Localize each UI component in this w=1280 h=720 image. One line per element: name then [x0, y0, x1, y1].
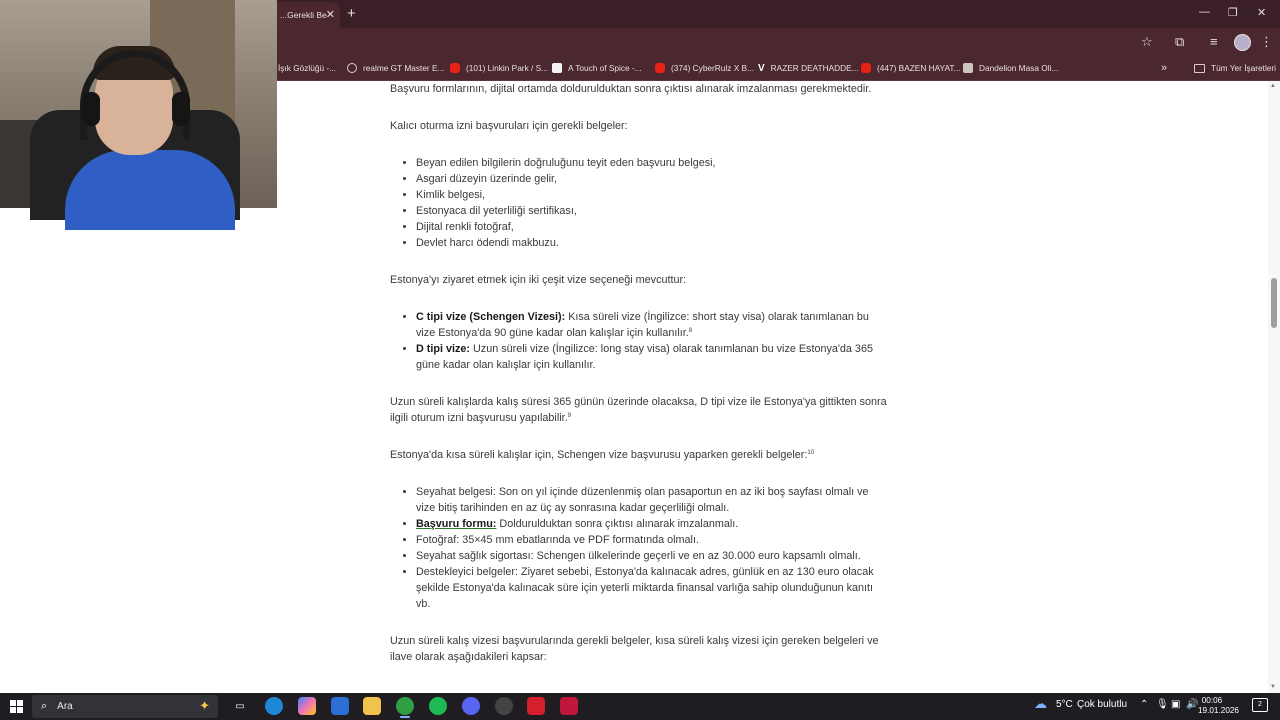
copilot-icon[interactable]: [298, 697, 316, 715]
window-close-button[interactable]: ✕: [1257, 7, 1267, 19]
headset-icon: [172, 92, 190, 126]
list-item: [416, 516, 890, 532]
weather-icon[interactable]: ☁: [1034, 696, 1047, 711]
scroll-up-icon[interactable]: ▲: [1270, 83, 1276, 89]
list-item: • Seyahat belgesi: Son on yıl içinde düzenlenmiş olan pasaportun en az iki boş sayfası olmalı ve vize bitiş tarihinden en az üç ay sonrasına kadar geçerliliği olmalı.: [416, 484, 890, 516]
bookmark-label: realme GT Master E...: [363, 63, 445, 73]
paragraph-text: Estonya'da kısa süreli kalışlar için, Schengen vize başvurusu yaparken gerekli belgeler:: [390, 449, 808, 461]
paragraph: [390, 447, 890, 463]
bookmark-label: Dandelion Masa Oli...: [979, 63, 1059, 73]
bookmark-label: A Touch of Spice -...: [568, 63, 642, 73]
restore-button[interactable]: ❐: [1228, 7, 1238, 19]
youtube-icon: [861, 63, 871, 73]
paragraph: [390, 394, 890, 426]
obs-icon[interactable]: [495, 697, 513, 715]
doc-icon: [963, 63, 973, 73]
scrollbar-track[interactable]: [1268, 81, 1280, 693]
bookmark-label: (101) Linkin Park / S...: [466, 63, 549, 73]
notification-icon[interactable]: 2: [1252, 698, 1268, 712]
tab-title: ...Gerekli Be: [280, 10, 327, 20]
network-icon[interactable]: ▣: [1171, 699, 1181, 710]
list-item: • Fotoğraf: 35×45 mm ebatlarında ve PDF formatında olmalı.: [416, 532, 890, 548]
paragraph: Estonya'yı ziyaret etmek için iki çeşit vize seçeneği mevcuttur:: [390, 274, 687, 286]
bookmark-item[interactable]: [861, 60, 960, 76]
bookmark-item[interactable]: [963, 60, 1058, 76]
list-item: • Destekleyici belgeler: Ziyaret sebebi, Estonya'da kalınacak adres, günlük en az 130 euro olacak şekilde Estonya'da kalınacak süre için yeterli miktarda finansal varlığa sahip olunduğunun kanıtı vb.: [416, 564, 890, 612]
list-item: [416, 341, 890, 373]
store-icon[interactable]: [331, 697, 349, 715]
bookmark-item[interactable]: [552, 60, 642, 76]
footnote-ref[interactable]: 8: [688, 328, 693, 334]
menu-kebab-icon[interactable]: ⋮: [1260, 34, 1273, 49]
all-bookmarks-label: Tüm Yer İşaretleri: [1211, 63, 1277, 73]
bookmark-label: RAZER DEATHADDE...: [770, 63, 859, 73]
bullet-list: [390, 484, 890, 612]
paragraph: Uzun süreli kalış vizesi başvurularında gerekli belgeler, kısa süreli kalış vizesi için gereken belgeleri ve ilave olarak aşağıdakileri kapsar:: [390, 635, 879, 663]
extensions-icon[interactable]: ⧉: [1175, 34, 1185, 49]
all-bookmarks-folder[interactable]: [1194, 60, 1276, 76]
edge-icon[interactable]: [265, 697, 283, 715]
paragraph: Kalıcı oturma izni başvuruları için gerekli belgeler:: [390, 120, 628, 132]
file-explorer-icon[interactable]: [363, 697, 381, 715]
visa-type-label: C tipi vize (Schengen Vizesi):: [416, 311, 566, 323]
bullet-list: [390, 155, 890, 251]
windows-start-icon[interactable]: [10, 700, 23, 713]
webcam-overlay: [0, 0, 277, 208]
application-form-link[interactable]: Başvuru formu:: [416, 518, 497, 530]
globe-icon: [347, 63, 357, 73]
list-item: • Asgari düzeyin üzerinde gelir,: [416, 171, 890, 187]
list-item-text: Doldurulduktan sonra çıktısı alınarak imzalanmalı.: [496, 518, 739, 530]
headset-icon: [82, 92, 100, 126]
list-item: • Kimlik belgesi,: [416, 187, 890, 203]
taskbar-search[interactable]: [32, 695, 218, 718]
bookmark-item[interactable]: [278, 60, 336, 76]
list-item: • Devlet harcı ödendi makbuzu.: [416, 235, 890, 251]
list-item: • Estonyaca dil yeterliliği sertifikası,: [416, 203, 890, 219]
bookmark-item[interactable]: [655, 60, 754, 76]
chevron-up-icon[interactable]: ⌃: [1140, 699, 1149, 710]
app-icon[interactable]: [527, 697, 545, 715]
system-clock[interactable]: [1198, 696, 1239, 716]
article-content: [390, 81, 890, 665]
copilot-sparkle-icon: ✦: [199, 698, 210, 713]
taskbar: [0, 693, 1280, 720]
paragraph: Başvuru formlarının, dijital ortamda doldurulduktan sonra çıktısı alınarak imzalanması gerekmektedir.: [390, 83, 872, 95]
chrome-icon[interactable]: [396, 697, 414, 715]
bookmark-label: İşık Gözlüğü -...: [278, 63, 337, 73]
tab-close-icon[interactable]: ✕: [325, 9, 335, 21]
minimize-button[interactable]: —: [1199, 6, 1210, 18]
media-control-icon[interactable]: ≡: [1210, 34, 1218, 49]
paragraph-text: Uzun süreli kalışlarda kalış süresi 365 günün üzerinde olacaksa, D tipi vize ile Estonya'ya gittikten sonra ilgili oturum izni başvurusu yapılabilir.: [390, 396, 887, 424]
new-tab-button[interactable]: +: [347, 5, 356, 22]
bookmarks-more-button[interactable]: »: [1161, 62, 1168, 74]
visa-type-text: Kısa süreli vize (İngilizce: short stay visa) olarak tanımlanan bu vize Estonya'da 90 güne kadar olan kalışlar için kullanılır.: [416, 311, 869, 339]
discord-icon[interactable]: [462, 697, 480, 715]
microphone-icon[interactable]: 🎙: [1156, 699, 1169, 710]
volume-icon[interactable]: 🔊: [1186, 699, 1199, 710]
scroll-down-icon[interactable]: ▼: [1270, 684, 1276, 690]
list-item: [416, 309, 890, 341]
footnote-ref[interactable]: 9: [567, 413, 571, 419]
visa-type-label: D tipi vize:: [416, 343, 470, 355]
list-item: • Dijital renkli fotoğraf,: [416, 219, 890, 235]
bookmark-label: (374) CyberRulz X B...: [671, 63, 754, 73]
clock-date: 19.01.2026: [1198, 706, 1239, 715]
clock-time: 00:06: [1201, 696, 1223, 705]
youtube-icon: [450, 63, 460, 73]
folder-icon: [1194, 64, 1205, 73]
weather-temp[interactable]: 5°C: [1056, 699, 1073, 710]
weather-text[interactable]: Çok bulutlu: [1077, 699, 1128, 710]
footnote-ref[interactable]: 10: [807, 450, 815, 456]
bullet-list: [390, 309, 890, 373]
spotify-icon[interactable]: [429, 697, 447, 715]
scrollbar-thumb[interactable]: [1271, 278, 1277, 328]
search-icon: ⌕: [41, 700, 48, 712]
bookmark-label: (447) BAZEN HAYAT...: [877, 63, 961, 73]
app-icon[interactable]: [560, 697, 578, 715]
bookmark-item[interactable]: [758, 60, 859, 76]
search-placeholder: Ara: [57, 701, 73, 712]
bookmark-star-icon[interactable]: ☆: [1141, 34, 1153, 49]
list-item: • Seyahat sağlık sigortası: Schengen ülkelerinde geçerli ve en az 30.000 euro kapsamlı olmalı.: [416, 548, 890, 564]
list-item: • Beyan edilen bilgilerin doğruluğunu teyit eden başvuru belgesi,: [416, 155, 890, 171]
active-tab[interactable]: [268, 2, 340, 28]
v-icon: V: [758, 62, 765, 74]
webcam-person: [65, 150, 235, 230]
bookmark-item[interactable]: [347, 60, 444, 76]
bookmark-item[interactable]: [450, 60, 548, 76]
visa-type-text: Uzun süreli vize (İngilizce: long stay visa) olarak tanımlanan bu vize Estonya'da 365 güne kadar olan kalışlar için kullanılır.: [416, 343, 873, 371]
youtube-icon: [655, 63, 665, 73]
page-icon: [552, 63, 562, 73]
profile-avatar[interactable]: [1234, 34, 1251, 51]
task-view-icon[interactable]: ▭: [235, 700, 245, 712]
